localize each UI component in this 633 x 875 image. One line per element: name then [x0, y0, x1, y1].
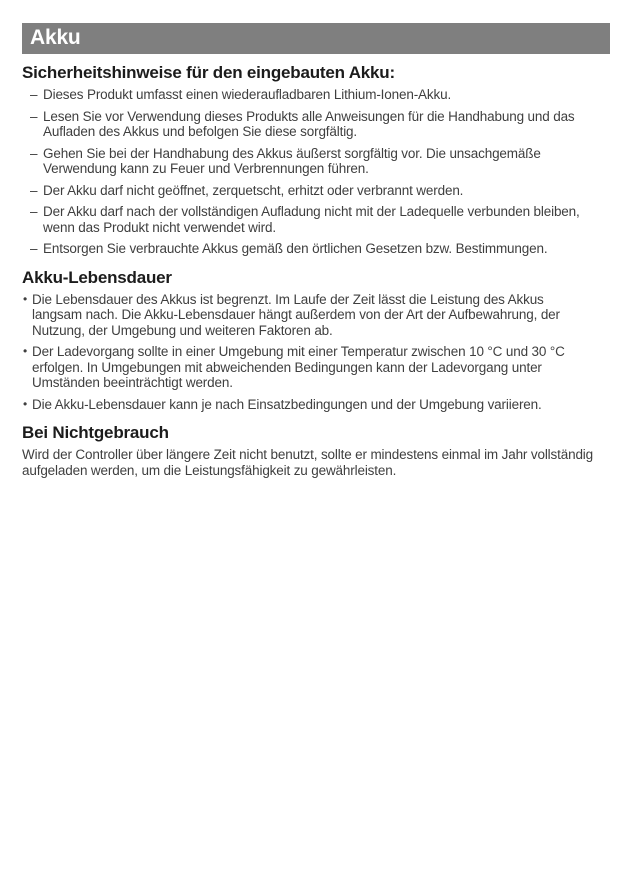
bullet-marker: • — [23, 291, 28, 306]
list-item-text: Entsorgen Sie verbrauchte Akkus gemäß den örtlichen Gesetzen bzw. Bestimmungen. — [43, 241, 548, 256]
dash-marker: – — [30, 145, 38, 161]
list-item-text: Die Akku-Lebensdauer kann je nach Einsatzbedingungen und der Umgebung variieren. — [32, 396, 542, 412]
list-item-text: Lesen Sie vor Verwendung dieses Produkts alle Anweisungen für die Handhabung und das Aufladen des Akkus und befolgen Sie diese sorgfältig. — [43, 108, 575, 139]
list-item-text: Die Lebensdauer des Akkus ist begrenzt. Im Laufe der Zeit lässt die Leistung des Akkus langsam nach. Die Akku-Lebensdauer hängt außerdem von der Art der Aufbewahrung, der Nutzung, der Umgebung und weiteren Faktoren ab. — [32, 291, 560, 338]
list-item — [22, 241, 623, 257]
list-item — [22, 204, 623, 235]
section-heading-non-use: Bei Nichtgebrauch — [22, 423, 169, 442]
list-item-text: Dieses Produkt umfasst einen wiederaufladbaren Lithium-Ionen-Akku. — [43, 87, 452, 102]
list-item — [22, 109, 623, 140]
list-item-text: Der Ladevorgang sollte in einer Umgebung mit einer Temperatur zwischen 10 °C und 30 °C erfolgen. In Umgebungen mit abweichenden Bedingungen kann der Ladevorgang unter Umständen beeinträchtigt werden. — [32, 344, 565, 390]
list-item — [22, 344, 623, 391]
dash-marker: – — [30, 87, 38, 102]
list-item — [22, 87, 623, 103]
section-heading-safety: Sicherheitshinweise für den eingebauten Akku: — [22, 63, 395, 82]
list-item-text: Gehen Sie bei der Handhabung des Akkus äußerst sorgfältig vor. Die unsachgemäße Verwendung kann zu Feuer und Verbrennungen führen. — [43, 145, 541, 176]
list-item-text: Der Akku darf nicht geöffnet, zerquetscht, erhitzt oder verbrannt werden. — [43, 182, 464, 198]
dash-marker: – — [30, 108, 38, 124]
list-item — [22, 397, 623, 413]
list-item — [22, 146, 623, 177]
list-item-text: Der Akku darf nach der vollständigen Aufladung nicht mit der Ladequelle verbunden bleiben, wenn das Produkt nicht verwendet wird. — [43, 204, 580, 235]
bullet-marker: • — [23, 344, 28, 358]
dash-marker: – — [30, 182, 38, 198]
list-item — [22, 183, 623, 199]
battery-life-list — [22, 292, 623, 413]
banner-title: Akku — [30, 26, 81, 49]
section-banner — [22, 23, 610, 54]
non-use-paragraph: Wird der Controller über längere Zeit nicht benutzt, sollte er mindestens einmal im Jahr vollständig aufgeladen werden, um die Leistungsfähigkeit zu gewährleisten. — [22, 447, 594, 478]
dash-marker: – — [30, 204, 38, 219]
section-heading-battery-life: Akku-Lebensdauer — [22, 267, 172, 287]
list-item — [22, 292, 623, 339]
safety-list — [22, 87, 623, 257]
bullet-marker: • — [23, 396, 28, 411]
dash-marker: – — [30, 241, 38, 256]
